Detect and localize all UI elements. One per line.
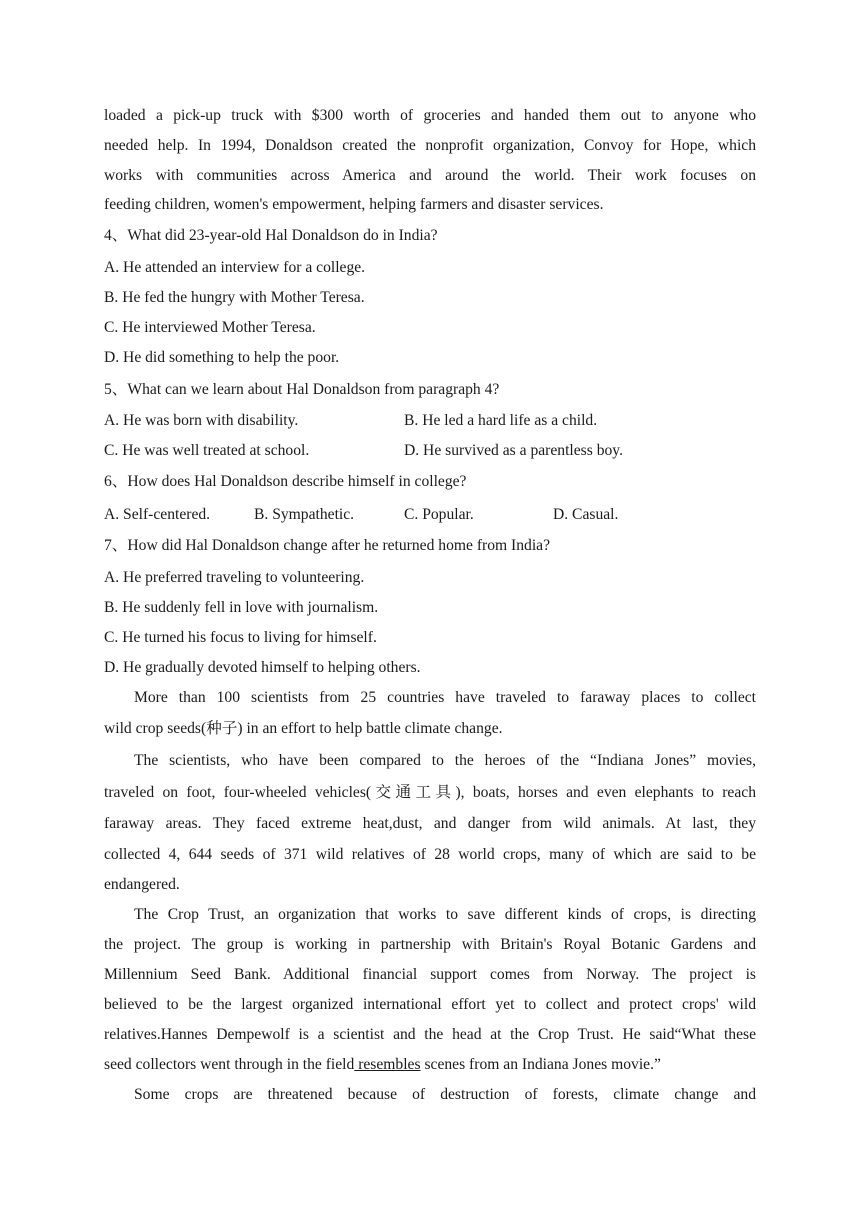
paragraph-4-line-6-text-after: scenes from an Indiana Jones movie.” bbox=[420, 1056, 661, 1073]
question-6-option-d: D. Casual. bbox=[553, 506, 619, 523]
paragraph-4-line-6-text-before: seed collectors went through in the field bbox=[104, 1056, 355, 1073]
paragraph-2-line-1: More than 100 scientists from 25 countries have traveled to faraway places to collect bbox=[134, 689, 756, 706]
paragraph-4-line-6 bbox=[104, 1050, 661, 1080]
paragraph-4-line-5: relatives.Hannes Dempewolf is a scientist and the head at the Crop Trust. He said“What these bbox=[104, 1026, 756, 1043]
paragraph-3-line-3: faraway areas. They faced extreme heat,dust, and danger from wild animals. At last, they bbox=[104, 815, 756, 832]
question-5-option-b: B. He led a hard life as a child. bbox=[404, 412, 598, 429]
question-6-stem: 6、How does Hal Donaldson describe himself in college? bbox=[104, 473, 467, 490]
question-4-option-b: B. He fed the hungry with Mother Teresa. bbox=[104, 289, 365, 306]
paragraph-1-line-1: loaded a pick-up truck with $300 worth of groceries and handed them out to anyone who bbox=[104, 107, 756, 124]
paragraph-4-line-3: Millennium Seed Bank. Additional financial support comes from Norway. The project is bbox=[104, 966, 756, 983]
question-4-option-c: C. He interviewed Mother Teresa. bbox=[104, 319, 316, 336]
paragraph-3-line-1: The scientists, who have been compared to the heroes of the “Indiana Jones” movies, bbox=[134, 752, 756, 769]
paragraph-5-line-1: Some crops are threatened because of destruction of forests, climate change and bbox=[134, 1086, 756, 1103]
question-5-option-d: D. He survived as a parentless boy. bbox=[404, 442, 623, 459]
question-6-option-c: C. Popular. bbox=[404, 506, 474, 523]
paragraph-1-line-2: needed help. In 1994, Donaldson created the nonprofit organization, Convoy for Hope, which bbox=[104, 137, 756, 154]
paragraph-4-line-4: believed to be the largest organized international effort yet to collect and protect crops' wild bbox=[104, 996, 756, 1013]
question-7-option-c: C. He turned his focus to living for himself. bbox=[104, 629, 377, 646]
question-5-option-a: A. He was born with disability. bbox=[104, 412, 299, 429]
question-7-option-b: B. He suddenly fell in love with journalism. bbox=[104, 599, 379, 616]
question-7-stem: 7、How did Hal Donaldson change after he returned home from India? bbox=[104, 537, 551, 554]
question-6-options-row bbox=[104, 500, 756, 530]
paragraph-1-line-3: works with communities across America and around the world. Their work focuses on bbox=[104, 167, 756, 184]
paragraph-2-line-2: wild crop seeds(种子) in an effort to help battle climate change. bbox=[104, 720, 503, 737]
question-4-stem: 4、What did 23-year-old Hal Donaldson do in India? bbox=[104, 227, 438, 244]
paragraph-4-line-1: The Crop Trust, an organization that works to save different kinds of crops, is directing bbox=[134, 906, 756, 923]
question-7-option-a: A. He preferred traveling to volunteering. bbox=[104, 569, 365, 586]
question-5-option-c: C. He was well treated at school. bbox=[104, 442, 310, 459]
underlined-word-resembles: resembles bbox=[354, 1056, 421, 1073]
question-5-options-row-2 bbox=[104, 436, 756, 466]
question-5-stem: 5、What can we learn about Hal Donaldson from paragraph 4? bbox=[104, 381, 500, 398]
paragraph-3-line-5: endangered. bbox=[104, 876, 180, 893]
paragraph-3-line-2: traveled on foot, four-wheeled vehicles(交通工具), boats, horses and even elephants to reach bbox=[104, 784, 756, 801]
question-4-option-d: D. He did something to help the poor. bbox=[104, 349, 340, 366]
question-7-option-d: D. He gradually devoted himself to helping others. bbox=[104, 659, 421, 676]
paragraph-4-line-2: the project. The group is working in partnership with Britain's Royal Botanic Gardens and bbox=[104, 936, 756, 953]
question-6-option-a: A. Self-centered. bbox=[104, 506, 211, 523]
paragraph-3-line-4: collected 4, 644 seeds of 371 wild relatives of 28 world crops, many of which are said to be bbox=[104, 846, 756, 863]
question-4-option-a: A. He attended an interview for a college. bbox=[104, 259, 366, 276]
question-6-option-b: B. Sympathetic. bbox=[254, 506, 355, 523]
paragraph-1-line-4: feeding children, women's empowerment, helping farmers and disaster services. bbox=[104, 196, 604, 213]
question-5-options-row-1 bbox=[104, 406, 756, 436]
